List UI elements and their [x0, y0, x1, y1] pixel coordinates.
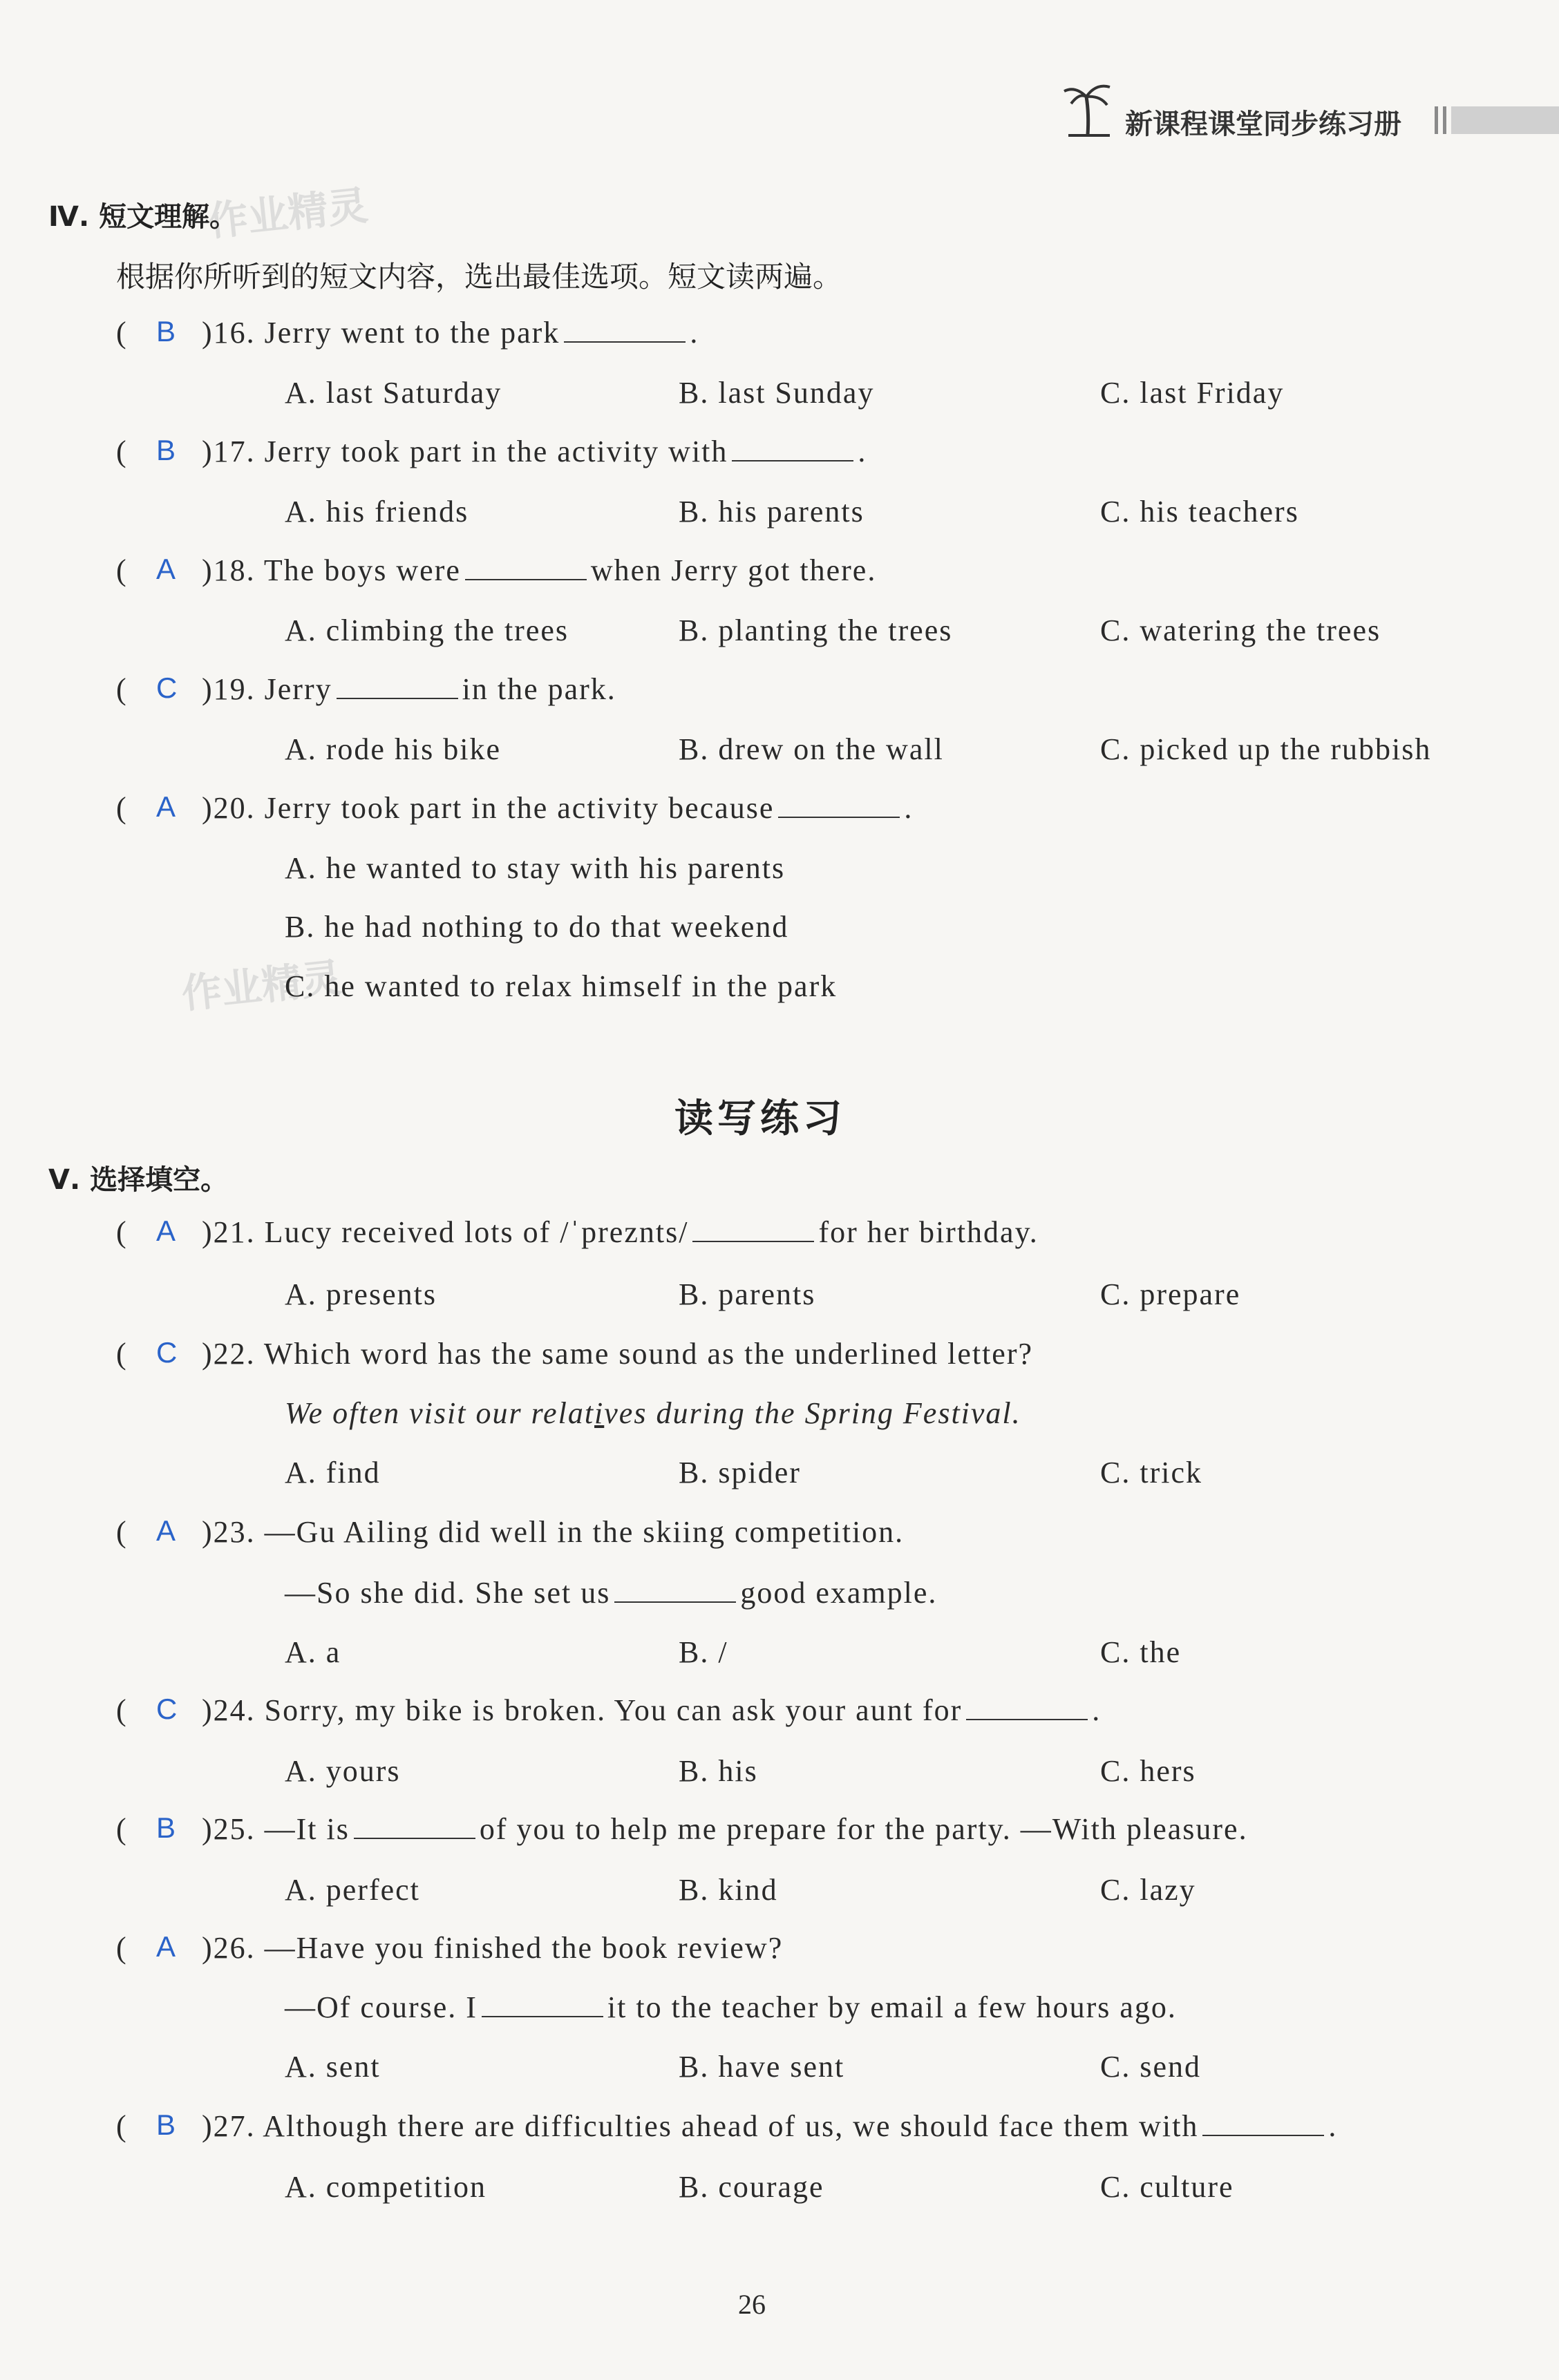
option-b: B. planting the trees	[679, 613, 953, 647]
option-c: C. picked up the rubbish	[1100, 732, 1432, 766]
watermark: 作业精灵	[179, 954, 344, 1018]
answer-blank	[482, 2015, 603, 2017]
option-b: B. he had nothing to do that weekend	[285, 910, 789, 944]
option-a: A. his friends	[285, 495, 469, 529]
answer-blank	[778, 816, 900, 818]
answer-blank	[465, 578, 587, 580]
option-a: A. presents	[285, 1277, 437, 1311]
option-a: A. last Saturday	[285, 376, 502, 410]
option-a: A. he wanted to stay with his parents	[285, 851, 786, 885]
section-4-instruction: 根据你所听到的短文内容，选出最佳选项。短文读两遍。	[116, 260, 842, 294]
dialogue-line: —Of course. I it to the teacher by email a few hours ago.	[285, 1990, 1177, 2024]
answer-18: A	[156, 553, 178, 585]
option-c: C. last Friday	[1100, 376, 1285, 410]
option-c: C. hers	[1100, 1754, 1196, 1788]
option-a: A. climbing the trees	[285, 613, 569, 647]
answer-19: C	[156, 672, 179, 704]
answer-16: B	[156, 315, 178, 348]
option-c: C. his teachers	[1100, 495, 1299, 529]
option-a: A. yours	[285, 1754, 401, 1788]
palm-tree-icon	[1061, 76, 1117, 138]
option-c: C. culture	[1100, 2170, 1234, 2204]
answer-blank	[564, 341, 686, 343]
option-b: B. drew on the wall	[679, 732, 944, 766]
option-b: B. courage	[679, 2170, 824, 2204]
answer-blank	[337, 697, 458, 699]
answer-20: A	[156, 790, 178, 823]
answer-blank	[966, 1718, 1088, 1720]
option-b: B. last Sunday	[679, 376, 875, 410]
option-c: C. the	[1100, 1635, 1182, 1669]
underlined-letter: i	[594, 1396, 605, 1430]
option-c: C. send	[1100, 2050, 1201, 2084]
answer-blank	[354, 1837, 475, 1839]
answer-21: A	[156, 1215, 178, 1247]
option-a: A. a	[285, 1635, 341, 1669]
answer-blank	[732, 459, 853, 461]
dialogue-line: —So she did. She set us good example.	[285, 1576, 938, 1610]
practice-title: 读写练习	[674, 1096, 846, 1141]
option-a: A. find	[285, 1456, 381, 1489]
option-c: C. watering the trees	[1100, 613, 1381, 647]
answer-24: C	[156, 1693, 179, 1725]
answer-blank	[692, 1240, 814, 1242]
watermark: 作业精灵	[205, 182, 370, 245]
option-b: B. kind	[679, 1873, 778, 1907]
header-decoration	[1435, 106, 1559, 134]
option-c: C. lazy	[1100, 1873, 1196, 1907]
answer-blank	[614, 1601, 736, 1603]
answer-22: C	[156, 1336, 179, 1369]
option-a: A. sent	[285, 2050, 381, 2084]
option-a: A. competition	[285, 2170, 486, 2204]
option-a: A. perfect	[285, 1873, 420, 1907]
option-b: B. /	[679, 1635, 728, 1669]
answer-26: A	[156, 1930, 178, 1963]
page-number: 26	[738, 2289, 766, 2320]
option-b: B. parents	[679, 1277, 816, 1311]
section-4-title: Ⅳ. 短文理解。	[48, 201, 238, 233]
page-header	[1061, 76, 1559, 138]
option-b: B. his parents	[679, 495, 864, 529]
answer-17: B	[156, 434, 178, 466]
answer-27: B	[156, 2108, 178, 2141]
option-b: B. spider	[679, 1456, 801, 1489]
option-c: C. prepare	[1100, 1277, 1241, 1311]
section-5-title: Ⅴ. 选择填空。	[48, 1164, 229, 1196]
answer-23: A	[156, 1514, 178, 1547]
option-b: B. have sent	[679, 2050, 845, 2084]
option-c: C. he wanted to relax himself in the park	[285, 969, 838, 1003]
answer-25: B	[156, 1811, 178, 1844]
option-c: C. trick	[1100, 1456, 1202, 1489]
example-sentence: We often visit our relatives during the Spring Festival.	[285, 1396, 1021, 1430]
option-b: B. his	[679, 1754, 758, 1788]
book-brand: 新课程课堂同步练习册	[1125, 108, 1401, 140]
option-a: A. rode his bike	[285, 732, 502, 766]
answer-blank	[1202, 2134, 1324, 2136]
